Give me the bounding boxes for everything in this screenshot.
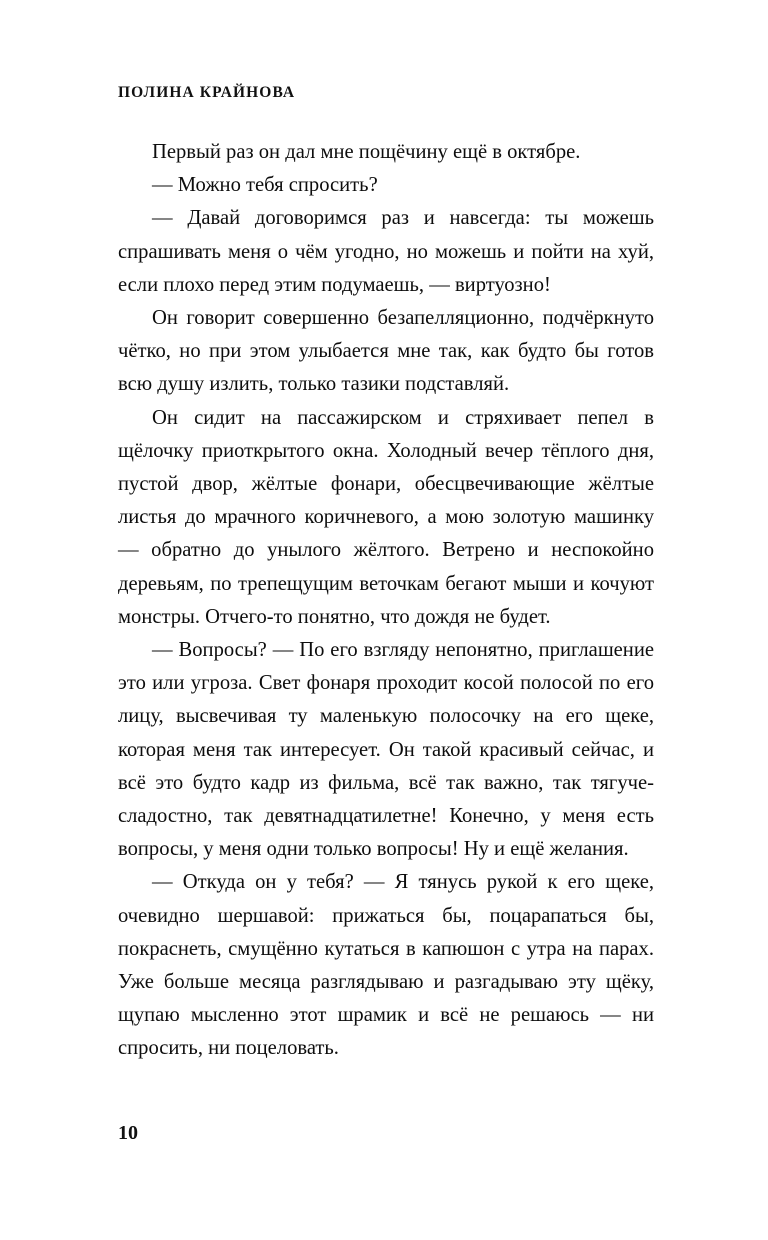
page-number: 10 [118, 1122, 138, 1144]
paragraph: — Вопросы? — По его взгляду непонятно, приглашение это или угроза. Свет фонаря проходит косой полосой по его лицу, высвечивая ту маленькую полосочку на его щеке, которая меня так интересует. Он такой красивый сейчас, и всё это будто кадр из фильма, всё так важно, так тягуче-сладостно, так девятнадцатилетне! Конечно, у меня есть вопросы, у меня одни только вопросы! Ну и ещё желания. [118, 639, 654, 861]
paragraph: — Можно тебя спросить? [152, 174, 378, 197]
paragraph: — Откуда он у тебя? — Я тянусь рукой к его щеке, очевидно шершавой: прижаться бы, поцарапаться бы, покраснеть, смущённо кутаться в капюшон с утра на парах. Уже больше месяца разглядываю и разгадываю эту щёку, щупаю мысленно этот шрамик и всё не решаюсь — ни спросить, ни поцеловать. [118, 871, 654, 1060]
running-head-author: ПОЛИНА КРАЙНОВА [118, 84, 296, 101]
body-text [118, 136, 654, 1066]
paragraph: Он говорит совершенно безапелляционно, подчёркнуто чётко, но при этом улыбается мне так, как будто бы готов всю душу излить, только тазики подставляй. [118, 307, 654, 396]
paragraph: — Давай договоримся раз и навсегда: ты можешь спрашивать меня о чём угодно, но можешь и пойти на хуй, если плохо перед этим подумаешь, — виртуозно! [118, 207, 654, 296]
paragraph: Он сидит на пассажирском и стряхивает пепел в щёлочку приоткрытого окна. Холодный вечер тёплого дня, пустой двор, жёлтые фонари, обесцвечивающие жёлтые листья до мрачного коричневого, а мою золотую машинку — обратно до унылого жёлтого. Ветрено и неспокойно деревьям, по трепещущим веточкам бегают мыши и кочуют монстры. Отчего-то понятно, что дождя не будет. [118, 406, 654, 628]
paragraph: Первый раз он дал мне пощёчину ещё в октябре. [152, 141, 581, 163]
page-content [118, 84, 654, 1066]
